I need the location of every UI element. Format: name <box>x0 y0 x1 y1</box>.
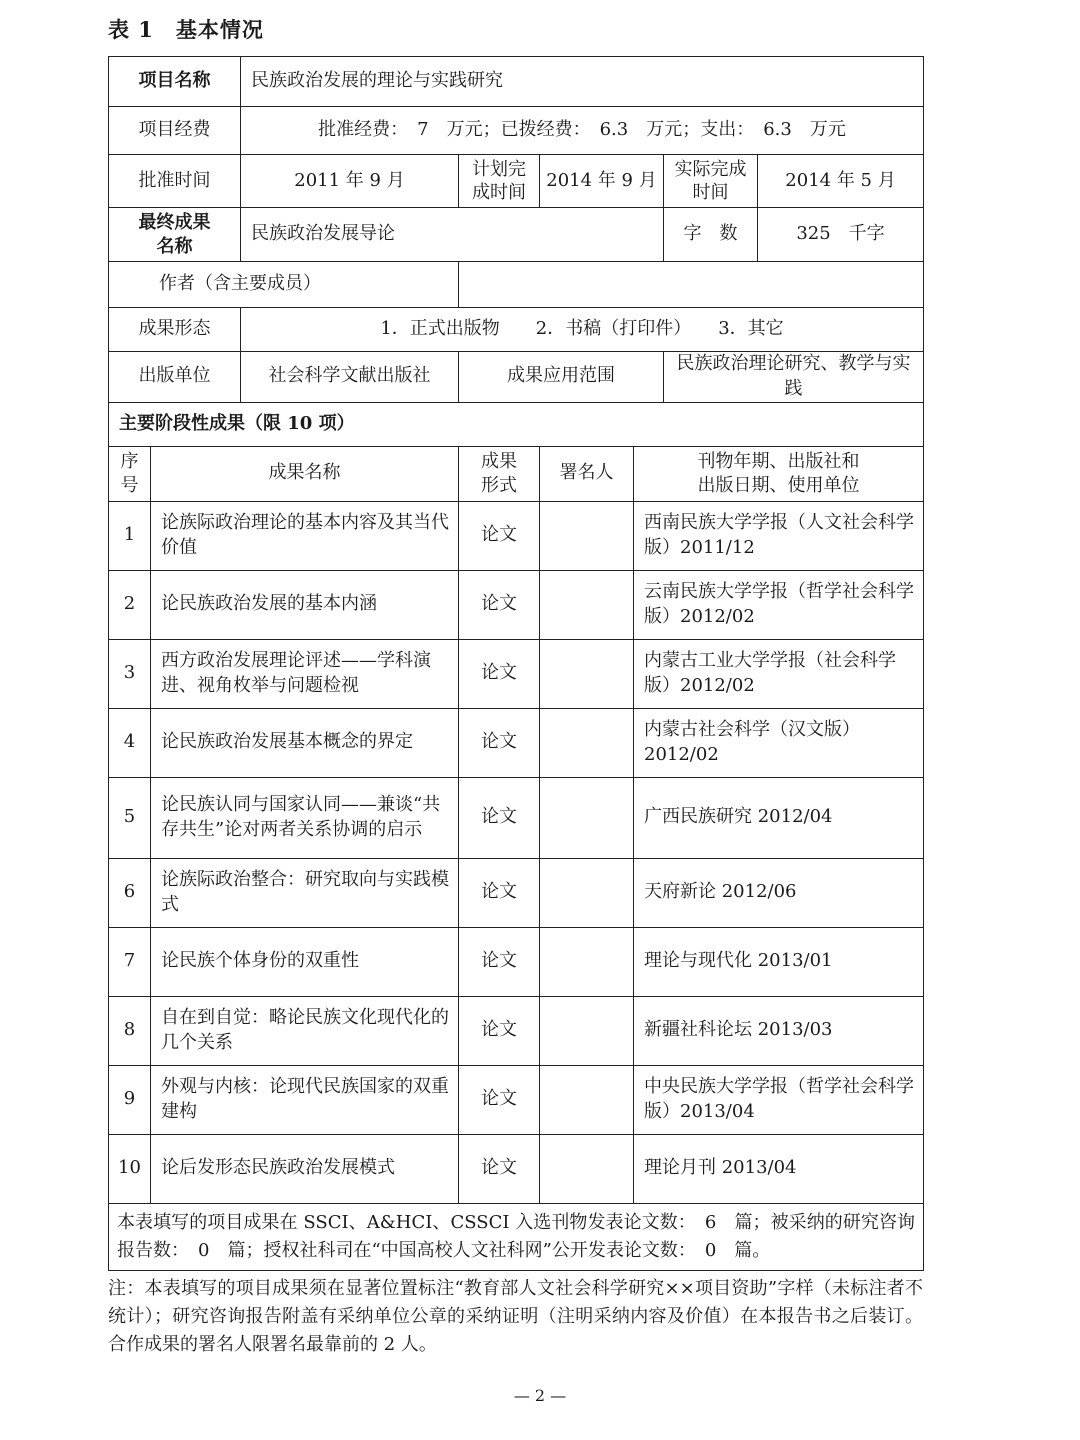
output-no: 3 <box>109 639 151 708</box>
final-result-row <box>109 208 924 262</box>
final-result-label <box>109 208 241 262</box>
authors-label: 作者（含主要成员） <box>109 262 459 308</box>
col-no-line1: 序 <box>120 451 139 473</box>
output-name: 论族际政治理论的基本内容及其当代价值 <box>151 501 459 570</box>
col-publication-line1: 刊物年期、出版社和 <box>697 451 860 473</box>
output-name: 论民族个体身份的双重性 <box>151 927 459 996</box>
funding-value: 批准经费： 7 万元；已拨经费： 6.3 万元；支出： 6.3 万元 <box>241 107 924 155</box>
word-count-label: 字 数 <box>664 208 758 262</box>
output-name: 论族际政治整合：研究取向与实践模式 <box>151 858 459 927</box>
output-signer <box>540 777 634 858</box>
col-signer-header: 署名人 <box>540 446 634 501</box>
schedule-row <box>109 155 924 208</box>
output-signer <box>540 501 634 570</box>
planned-completion-label-line2: 成时间 <box>472 182 526 203</box>
actual-completion-value: 2014 年 5 月 <box>758 155 924 208</box>
planned-completion-label-line1: 计划完 <box>472 158 526 180</box>
col-no-header <box>109 446 151 501</box>
outputs-header: 主要阶段性成果（限 10 项） <box>109 402 924 446</box>
output-name: 论后发形态民族政治发展模式 <box>151 1134 459 1203</box>
actual-completion-label <box>664 155 758 208</box>
word-count-value: 325 千字 <box>758 208 924 262</box>
col-name-header: 成果名称 <box>151 446 459 501</box>
publisher-row <box>109 352 924 403</box>
output-signer <box>540 1065 634 1134</box>
col-type-line1: 成果 <box>481 451 517 473</box>
output-publication: 理论月刊 2013/04 <box>634 1134 924 1203</box>
approved-time-label: 批准时间 <box>109 155 241 208</box>
authors-value <box>459 262 924 308</box>
output-name: 论民族政治发展的基本内涵 <box>151 570 459 639</box>
form-value: 1．正式出版物 2．书稿（打印件） 3．其它 <box>241 308 924 352</box>
project-name-value: 民族政治发展的理论与实践研究 <box>241 57 924 107</box>
output-signer <box>540 639 634 708</box>
output-no: 1 <box>109 501 151 570</box>
output-no: 7 <box>109 927 151 996</box>
funding-row <box>109 107 924 155</box>
planned-completion-label <box>459 155 540 208</box>
output-name: 外观与内核：论现代民族国家的双重建构 <box>151 1065 459 1134</box>
publisher-value: 社会科学文献出版社 <box>241 352 459 403</box>
output-name: 自在到自觉：略论民族文化现代化的几个关系 <box>151 996 459 1065</box>
output-type: 论文 <box>459 996 540 1065</box>
form-row <box>109 308 924 352</box>
output-name: 论民族政治发展基本概念的界定 <box>151 708 459 777</box>
final-result-label-line1: 最终成果 <box>138 212 211 234</box>
output-publication: 天府新论 2012/06 <box>634 858 924 927</box>
output-signer <box>540 1134 634 1203</box>
col-type-header <box>459 446 540 501</box>
approved-time-value: 2011 年 9 月 <box>241 155 459 208</box>
final-result-label-line2: 名称 <box>156 235 193 257</box>
output-row <box>109 708 924 777</box>
outputs-header-row <box>109 402 924 446</box>
output-no: 8 <box>109 996 151 1065</box>
output-type: 论文 <box>459 927 540 996</box>
scope-value: 民族政治理论研究、教学与实践 <box>664 352 924 403</box>
output-row <box>109 996 924 1065</box>
page-number: — 2 — <box>513 1386 567 1405</box>
basic-info-table <box>108 56 924 1271</box>
output-signer <box>540 996 634 1065</box>
project-name-row <box>109 57 924 107</box>
page-title: 表 1 基本情况 <box>108 17 264 42</box>
output-no: 4 <box>109 708 151 777</box>
output-no: 10 <box>109 1134 151 1203</box>
output-type: 论文 <box>459 501 540 570</box>
project-name-label: 项目名称 <box>109 57 241 107</box>
authors-row <box>109 262 924 308</box>
output-row <box>109 858 924 927</box>
output-publication: 新疆社科论坛 2013/03 <box>634 996 924 1065</box>
output-no: 5 <box>109 777 151 858</box>
output-signer <box>540 927 634 996</box>
footnote: 注：本表填写的项目成果须在显著位置标注“教育部人文社会科学研究××项目资助”字样（未标注者不统计）；研究咨询报告附盖有采纳单位公章的采纳证明（注明采纳内容及价值）在本报告书之后装订。合作成果的署名人限署名最靠前的 2 人。 <box>108 1278 923 1355</box>
output-no: 9 <box>109 1065 151 1134</box>
output-row <box>109 639 924 708</box>
col-no-line2: 号 <box>120 474 139 496</box>
summary-row <box>109 1203 924 1270</box>
form-label: 成果形态 <box>109 308 241 352</box>
output-row <box>109 1065 924 1134</box>
output-publication: 内蒙古社会科学（汉文版）2012/02 <box>634 708 924 777</box>
output-signer <box>540 708 634 777</box>
output-rows <box>109 501 924 1203</box>
output-row <box>109 501 924 570</box>
col-type-line2: 形式 <box>481 474 517 496</box>
funding-label: 项目经费 <box>109 107 241 155</box>
output-type: 论文 <box>459 858 540 927</box>
output-publication: 云南民族大学学报（哲学社会科学版）2012/02 <box>634 570 924 639</box>
output-publication: 西南民族大学学报（人文社会科学版）2011/12 <box>634 501 924 570</box>
output-signer <box>540 858 634 927</box>
col-publication-header <box>634 446 924 501</box>
output-type: 论文 <box>459 639 540 708</box>
publisher-label: 出版单位 <box>109 352 241 403</box>
output-type: 论文 <box>459 708 540 777</box>
output-row <box>109 1134 924 1203</box>
output-signer <box>540 570 634 639</box>
output-row <box>109 570 924 639</box>
actual-completion-label-line2: 时间 <box>692 182 729 203</box>
outputs-column-header-row <box>109 446 924 501</box>
planned-completion-value: 2014 年 9 月 <box>540 155 664 208</box>
output-no: 2 <box>109 570 151 639</box>
output-type: 论文 <box>459 1065 540 1134</box>
output-type: 论文 <box>459 777 540 858</box>
scope-label: 成果应用范围 <box>459 352 664 403</box>
output-type: 论文 <box>459 1134 540 1203</box>
output-publication: 理论与现代化 2013/01 <box>634 927 924 996</box>
output-type: 论文 <box>459 570 540 639</box>
output-name: 论民族认同与国家认同——兼谈“共存共生”论对两者关系协调的启示 <box>151 777 459 858</box>
output-no: 6 <box>109 858 151 927</box>
actual-completion-label-line1: 实际完成 <box>674 158 747 180</box>
summary-note: 本表填写的项目成果在 SSCI、A&HCI、CSSCI 入选刊物发表论文数： 6 篇；被采纳的研究咨询报告数： 0 篇；授权社科司在“中国高校人文社科网”公开发表论文数： 0 篇。 <box>109 1203 924 1270</box>
output-publication: 广西民族研究 2012/04 <box>634 777 924 858</box>
output-row <box>109 777 924 858</box>
final-result-value: 民族政治发展导论 <box>241 208 664 262</box>
output-row <box>109 927 924 996</box>
output-publication: 中央民族大学学报（哲学社会科学版）2013/04 <box>634 1065 924 1134</box>
output-publication: 内蒙古工业大学学报（社会科学版）2012/02 <box>634 639 924 708</box>
output-name: 西方政治发展理论评述——学科演进、视角枚举与问题检视 <box>151 639 459 708</box>
col-publication-line2: 出版日期、使用单位 <box>697 474 860 496</box>
